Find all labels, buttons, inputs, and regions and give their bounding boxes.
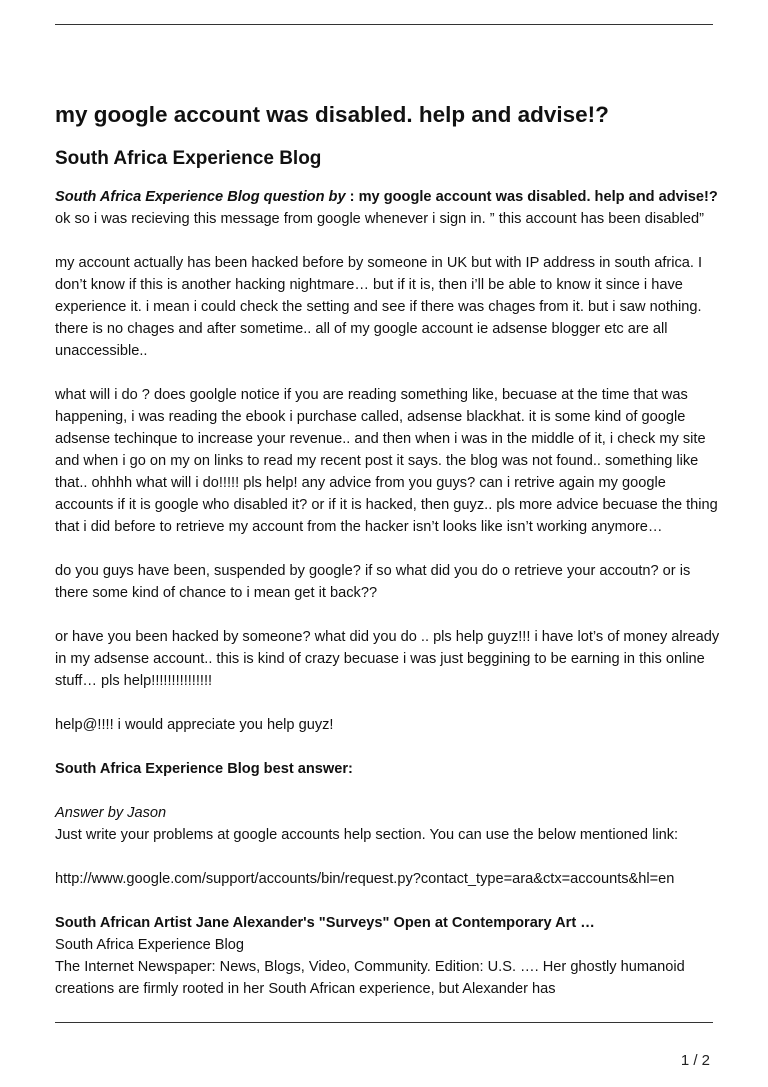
related-title[interactable]: South African Artist Jane Alexander's "Surveys" Open at Contemporary Art … bbox=[55, 915, 595, 931]
question-title: my google account was disabled. help and advise!? bbox=[358, 189, 718, 205]
question-intro: South Africa Experience Blog question by bbox=[55, 189, 346, 205]
page-title: my google account was disabled. help and advise!? bbox=[55, 102, 609, 127]
answer-link[interactable]: http://www.google.com/support/accounts/bin/request.py?contact_type=ara&ctx=accounts&hl=en bbox=[55, 871, 675, 887]
question-paragraph-5: or have you been hacked by someone? what did you do .. pls help guyz!!! i have lot’s of money already in my adsense account.. this is kind of crazy becuase i was just beggining to be earning in this online stuff… pls help!!!!!!!!!!!!!!! bbox=[55, 629, 720, 689]
question-paragraph-4: do you guys have been, suspended by google? if so what did you do o retrieve your accoutn? or is there some kind of chance to i mean get it back?? bbox=[55, 563, 691, 601]
footer-rule bbox=[55, 1022, 713, 1023]
question-paragraph-6: help@!!!! i would appreciate you help guyz! bbox=[55, 717, 334, 733]
question-paragraph-3: what will i do ? does goolgle notice if you are reading something like, becuase at the time that was happening, i was reading the ebook i purchase called, adsense blackhat. it is some kind of google adsense techinque to increase your revenue.. and then when i was in the middle of it, i check my site and when i go on my on links to read my recent post it says. the blog was not found.. something like that.. ohhhh what will i do!!!!! pls help! any advice from you guys? can i retrive again my google accounts if it is google who disabled it? or if it is hacked, then guyz.. pls more advice becuase the thing that i did before to retrieve my account from the hacker isn’t looks like isn’t working anymore… bbox=[55, 387, 718, 535]
question-heading bbox=[55, 186, 725, 208]
related-article bbox=[55, 912, 725, 1000]
article bbox=[55, 100, 725, 1022]
answer-block bbox=[55, 758, 725, 890]
page-number: 1 / 2 bbox=[680, 1052, 710, 1069]
question-paragraph-2: my account actually has been hacked before by someone in UK but with IP address in south africa. I don’t know if this is another hacking nightmare… but if it is, then i’ll be able to know it since i have experience it. i mean i could check the setting and see if there was chages from it. but i saw nothing. there is no chages and after sometime.. all of my google account ie adsense blogger etc are all unaccessible.. bbox=[55, 255, 703, 359]
answer-heading: South Africa Experience Blog best answer: bbox=[55, 761, 353, 777]
header-rule bbox=[55, 24, 713, 25]
answer-byline: Answer by Jason bbox=[55, 805, 167, 821]
related-snippet: The Internet Newspaper: News, Blogs, Video, Community. Edition: U.S. …. Her ghostly humanoid creations are firmly rooted in her South African experience, but Alexander has bbox=[55, 959, 685, 997]
question-paragraph-1: ok so i was recieving this message from google whenever i sign in. ” this account has been disabled” bbox=[55, 211, 704, 227]
blog-name: South Africa Experience Blog bbox=[55, 148, 322, 169]
related-source: South Africa Experience Blog bbox=[55, 937, 245, 953]
question-separator: : bbox=[345, 189, 359, 205]
question-block bbox=[55, 186, 725, 736]
answer-text: Just write your problems at google accounts help section. You can use the below mentioned link: bbox=[55, 827, 679, 843]
